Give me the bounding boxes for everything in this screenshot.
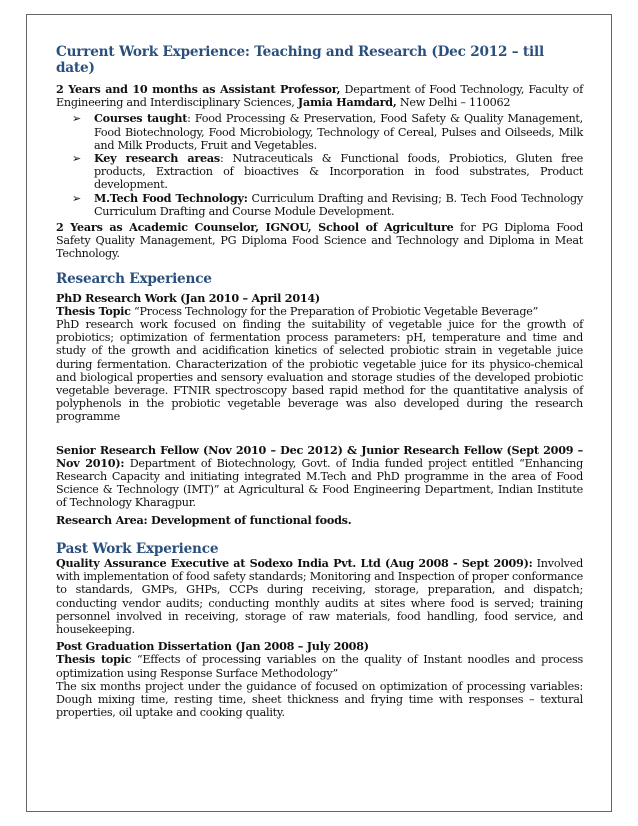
qa-text: Involved with implementation of food safety standards; Monitoring and Inspection of proper conformance to standards, GMPs, GHPs, CCPs during receiving, storage, preparation, and dispatch; conducting vendor audits; conducting monthly audits at sites where food is served; training personnel involved in receiving, storage of raw materials, food handling, food service, and housekeeping.: [56, 556, 583, 636]
fellow-bold: Senior Research Fellow (Nov 2010 – Dec 2012) & Junior Research Fellow (Sept 2009 – Nov 2010):: [56, 442, 583, 470]
list-item: [72, 111, 583, 152]
role1-bold2: Jamia Hamdard,: [297, 95, 397, 110]
bullet-text: Curriculum Drafting and Revising; B. Tech Food Technology Curriculum Drafting and Course Module Development.: [94, 191, 583, 218]
academic-counselor-entry: [56, 221, 583, 261]
phd-description: PhD research work focused on finding the suitability of vegetable juice for the growth of probiotics; optimization of fermentation process parameters: pH, temperature and time and study of the growth and acidification kinetics of selected probiotic strain in vegetable juice during fermentation. Characterization of the probiotic vegetable juice for its physico-chemical and biological properties and sensory evaluation and storage studies of the developed probiotic vegetable beverage. FTNIR spectroscopy based rapid method for the quantitative analysis of polyphenols in the probiotic vegetable beverage was also developed during the research programme: [56, 318, 583, 424]
arrow-bullet-icon: ➢: [72, 191, 81, 205]
research-area: [56, 514, 583, 527]
thesis-label: Thesis Topic: [56, 303, 131, 318]
dissertation-heading: [56, 640, 583, 653]
current-work-title: Current Work Experience: Teaching and Research (Dec 2012 – till date): [56, 44, 544, 76]
phd-heading-text: PhD Research Work (Jan 2010 – April 2014): [56, 290, 320, 305]
bullet-label: Courses taught: [94, 111, 188, 126]
dissertation-description: The six months project under the guidance of focused on optimization of processing variables: Dough mixing time, resting time, sheet thickness and frying time with responses – textural properties, oil uptake and cooking quality.: [56, 679, 583, 720]
role1-text2: New Delhi – 110062: [396, 96, 511, 110]
duties-list: [56, 112, 583, 218]
role2-bold: 2 Years as Academic Counselor, IGNOU, School of Agriculture: [56, 220, 454, 235]
bullet-label: M.Tech Food Technology:: [94, 190, 248, 205]
thesis-text: “Effects of processing variables on the quality of Instant noodles and process optimization using Response Surface Methodology”: [56, 653, 583, 680]
role1-text1: Department of Food Technology, Faculty of Engineering and Interdisciplinary Sciences,: [56, 83, 583, 110]
phd-thesis: [56, 305, 583, 318]
dissertation-heading-text: Post Graduation Dissertation (Jan 2008 – July 2008): [56, 639, 369, 654]
arrow-bullet-icon: ➢: [72, 152, 81, 166]
role2-text: for PG Diploma Food Safety Quality Management, PG Diploma Food Science and Technology and Diploma in Meat Technology.: [56, 221, 583, 261]
past-work-title: Past Work Experience: [56, 540, 219, 557]
fellow-text: Department of Biotechnology, Govt. of India funded project entitled “Enhancing Research Capacity and initiating integrated M.Tech and PhD programme in the area of Food Science & Technology (IMT)” at Agricultural & Food Engineering Department, Indian Institute of Technology Kharagpur.: [56, 456, 583, 510]
phd-heading: [56, 292, 583, 305]
assistant-professor-entry: [56, 83, 583, 109]
fellowship-entry: [56, 444, 583, 510]
qa-executive-entry: [56, 557, 583, 636]
list-item: [72, 151, 583, 192]
thesis-text: “Process Technology for the Preparation of Probiotic Vegetable Beverage”: [130, 304, 539, 318]
resume-content: [56, 44, 583, 719]
role1-bold: 2 Years and 10 months as Assistant Professor,: [56, 82, 341, 96]
thesis-label: Thesis topic: [56, 652, 132, 667]
bullet-text: : Nutraceuticals & Functional foods, Probiotics, Gluten free products, Extraction of bioactives & Incorporation in food substrates, Product development.: [94, 152, 583, 192]
bullet-label: Key research areas: [94, 151, 220, 166]
research-area-text: Research Area: Development of functional foods.: [56, 512, 352, 527]
research-title: Research Experience: [56, 270, 212, 287]
bullet-text: : Food Processing & Preservation, Food Safety & Quality Management, Food Biotechnology, Food Microbiology, Technology of Cereal, Pulses and Oilseeds, Milk and Milk Products, Fruit and Vegetables.: [94, 112, 583, 152]
spacer: [56, 424, 583, 444]
qa-bold: Quality Assurance Executive at Sodexo India Pvt. Ltd (Aug 2008 - Sept 2009):: [56, 555, 533, 570]
dissertation-thesis: [56, 653, 583, 679]
arrow-bullet-icon: ➢: [72, 112, 81, 126]
list-item: [72, 190, 583, 218]
